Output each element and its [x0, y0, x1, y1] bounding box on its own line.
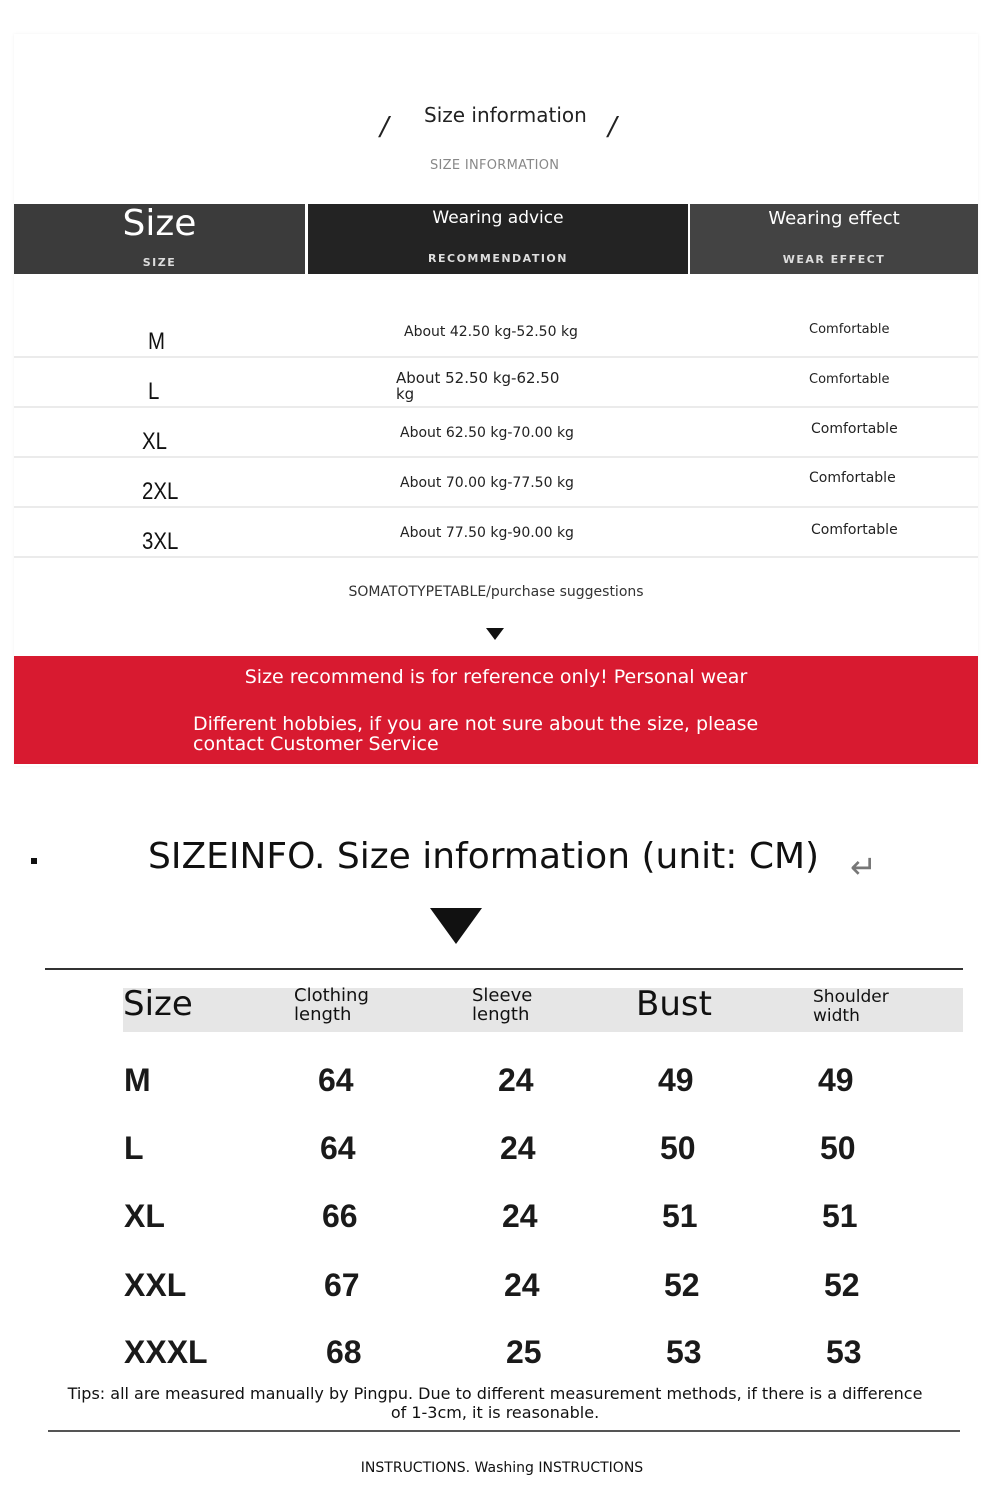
cell-sleeve-length: 24	[500, 1130, 536, 1166]
row-effect: Comfortable	[809, 372, 890, 387]
cell-clothing-length: 68	[326, 1334, 362, 1370]
measurement-title: SIZEINFO. Size information (unit: CM)	[148, 836, 820, 877]
title-divider-right: /	[608, 112, 617, 142]
row-effect: Comfortable	[811, 421, 898, 437]
cell-shoulder-width: 52	[824, 1267, 860, 1303]
recommendation-row	[14, 358, 978, 408]
row-size: 3XL	[142, 528, 179, 555]
return-arrow-icon: ↵	[850, 848, 877, 886]
row-size: 2XL	[142, 478, 179, 505]
notice-line-1: Size recommend is for reference only! Personal wear	[244, 666, 748, 688]
header-advice-sub: RECOMMENDATION	[428, 252, 568, 265]
column-header-size: Size	[123, 984, 193, 1024]
cell-sleeve-length: 25	[506, 1334, 542, 1370]
bullet-icon	[31, 858, 37, 864]
reference-notice-banner	[14, 656, 978, 764]
section-subtitle: SIZE INFORMATION	[430, 158, 560, 173]
header-size-sub: SIZE	[142, 256, 177, 269]
header-effect-cell	[690, 204, 978, 274]
cell-clothing-length: 64	[318, 1062, 354, 1098]
cell-size: XL	[124, 1198, 165, 1234]
header-advice-cell	[308, 204, 688, 274]
cell-size: L	[124, 1130, 144, 1166]
cell-bust: 50	[660, 1130, 696, 1166]
row-advice: About 77.50 kg-90.00 kg	[400, 525, 574, 541]
cell-clothing-length: 64	[320, 1130, 356, 1166]
cell-bust: 52	[664, 1267, 700, 1303]
table-bottom-rule	[48, 1430, 960, 1432]
recommendation-row	[14, 458, 978, 508]
measurement-tips: Tips: all are measured manually by Pingpu. Due to different measurement methods, if there is a difference of 1-3cm, it is reasonable.	[67, 1384, 923, 1422]
row-advice: About 52.50 kg-62.50 kg	[396, 369, 560, 403]
row-divider	[14, 556, 978, 558]
cell-shoulder-width: 50	[820, 1130, 856, 1166]
cell-shoulder-width: 53	[826, 1334, 862, 1370]
down-triangle-large-icon	[430, 908, 482, 944]
row-effect: Comfortable	[809, 322, 890, 337]
cell-bust: 53	[666, 1334, 702, 1370]
header-size-cell	[14, 204, 305, 274]
notice-line-2: Different hobbies, if you are not sure about the size, please contact Customer Service	[193, 713, 759, 755]
column-header-bust: Bust	[636, 984, 712, 1024]
header-effect-sub: WEAR EFFECT	[782, 253, 886, 266]
recommendation-row	[14, 408, 978, 458]
section-title: Size information	[424, 103, 587, 127]
row-effect: Comfortable	[809, 470, 896, 486]
row-size: M	[148, 328, 165, 355]
row-advice: About 70.00 kg-77.50 kg	[400, 475, 574, 491]
cell-clothing-length: 67	[324, 1267, 360, 1303]
cell-shoulder-width: 51	[822, 1198, 858, 1234]
row-advice: About 42.50 kg-52.50 kg	[404, 324, 578, 340]
row-size: XL	[142, 428, 167, 455]
column-header-sleeve-length: Sleeve length	[472, 985, 533, 1025]
cell-bust: 51	[662, 1198, 698, 1234]
down-triangle-icon	[486, 628, 504, 640]
cell-size: XXXL	[124, 1334, 208, 1370]
cell-size: M	[124, 1062, 151, 1098]
table-top-rule	[45, 968, 963, 970]
header-effect-label: Wearing effect	[768, 208, 900, 229]
column-header-shoulder-width: Shoulder width	[813, 987, 889, 1026]
recommendation-row	[14, 308, 978, 358]
somatotype-caption: SOMATOTYPETABLE/purchase suggestions	[348, 584, 644, 600]
cell-shoulder-width: 49	[818, 1062, 854, 1098]
row-size: L	[148, 378, 160, 405]
cell-clothing-length: 66	[322, 1198, 358, 1234]
column-header-clothing-length: Clothing length	[294, 985, 369, 1025]
recommendation-row	[14, 508, 978, 558]
header-size-label: Size	[122, 203, 197, 244]
washing-instructions-heading: INSTRUCTIONS. Washing INSTRUCTIONS	[360, 1460, 644, 1476]
cell-sleeve-length: 24	[502, 1198, 538, 1234]
row-advice: About 62.50 kg-70.00 kg	[400, 425, 574, 441]
cell-bust: 49	[658, 1062, 694, 1098]
cell-size: XXL	[124, 1267, 187, 1303]
cell-sleeve-length: 24	[504, 1267, 540, 1303]
cell-sleeve-length: 24	[498, 1062, 534, 1098]
title-divider-left: /	[380, 112, 389, 142]
row-effect: Comfortable	[811, 522, 898, 538]
header-advice-label: Wearing advice	[432, 208, 564, 228]
